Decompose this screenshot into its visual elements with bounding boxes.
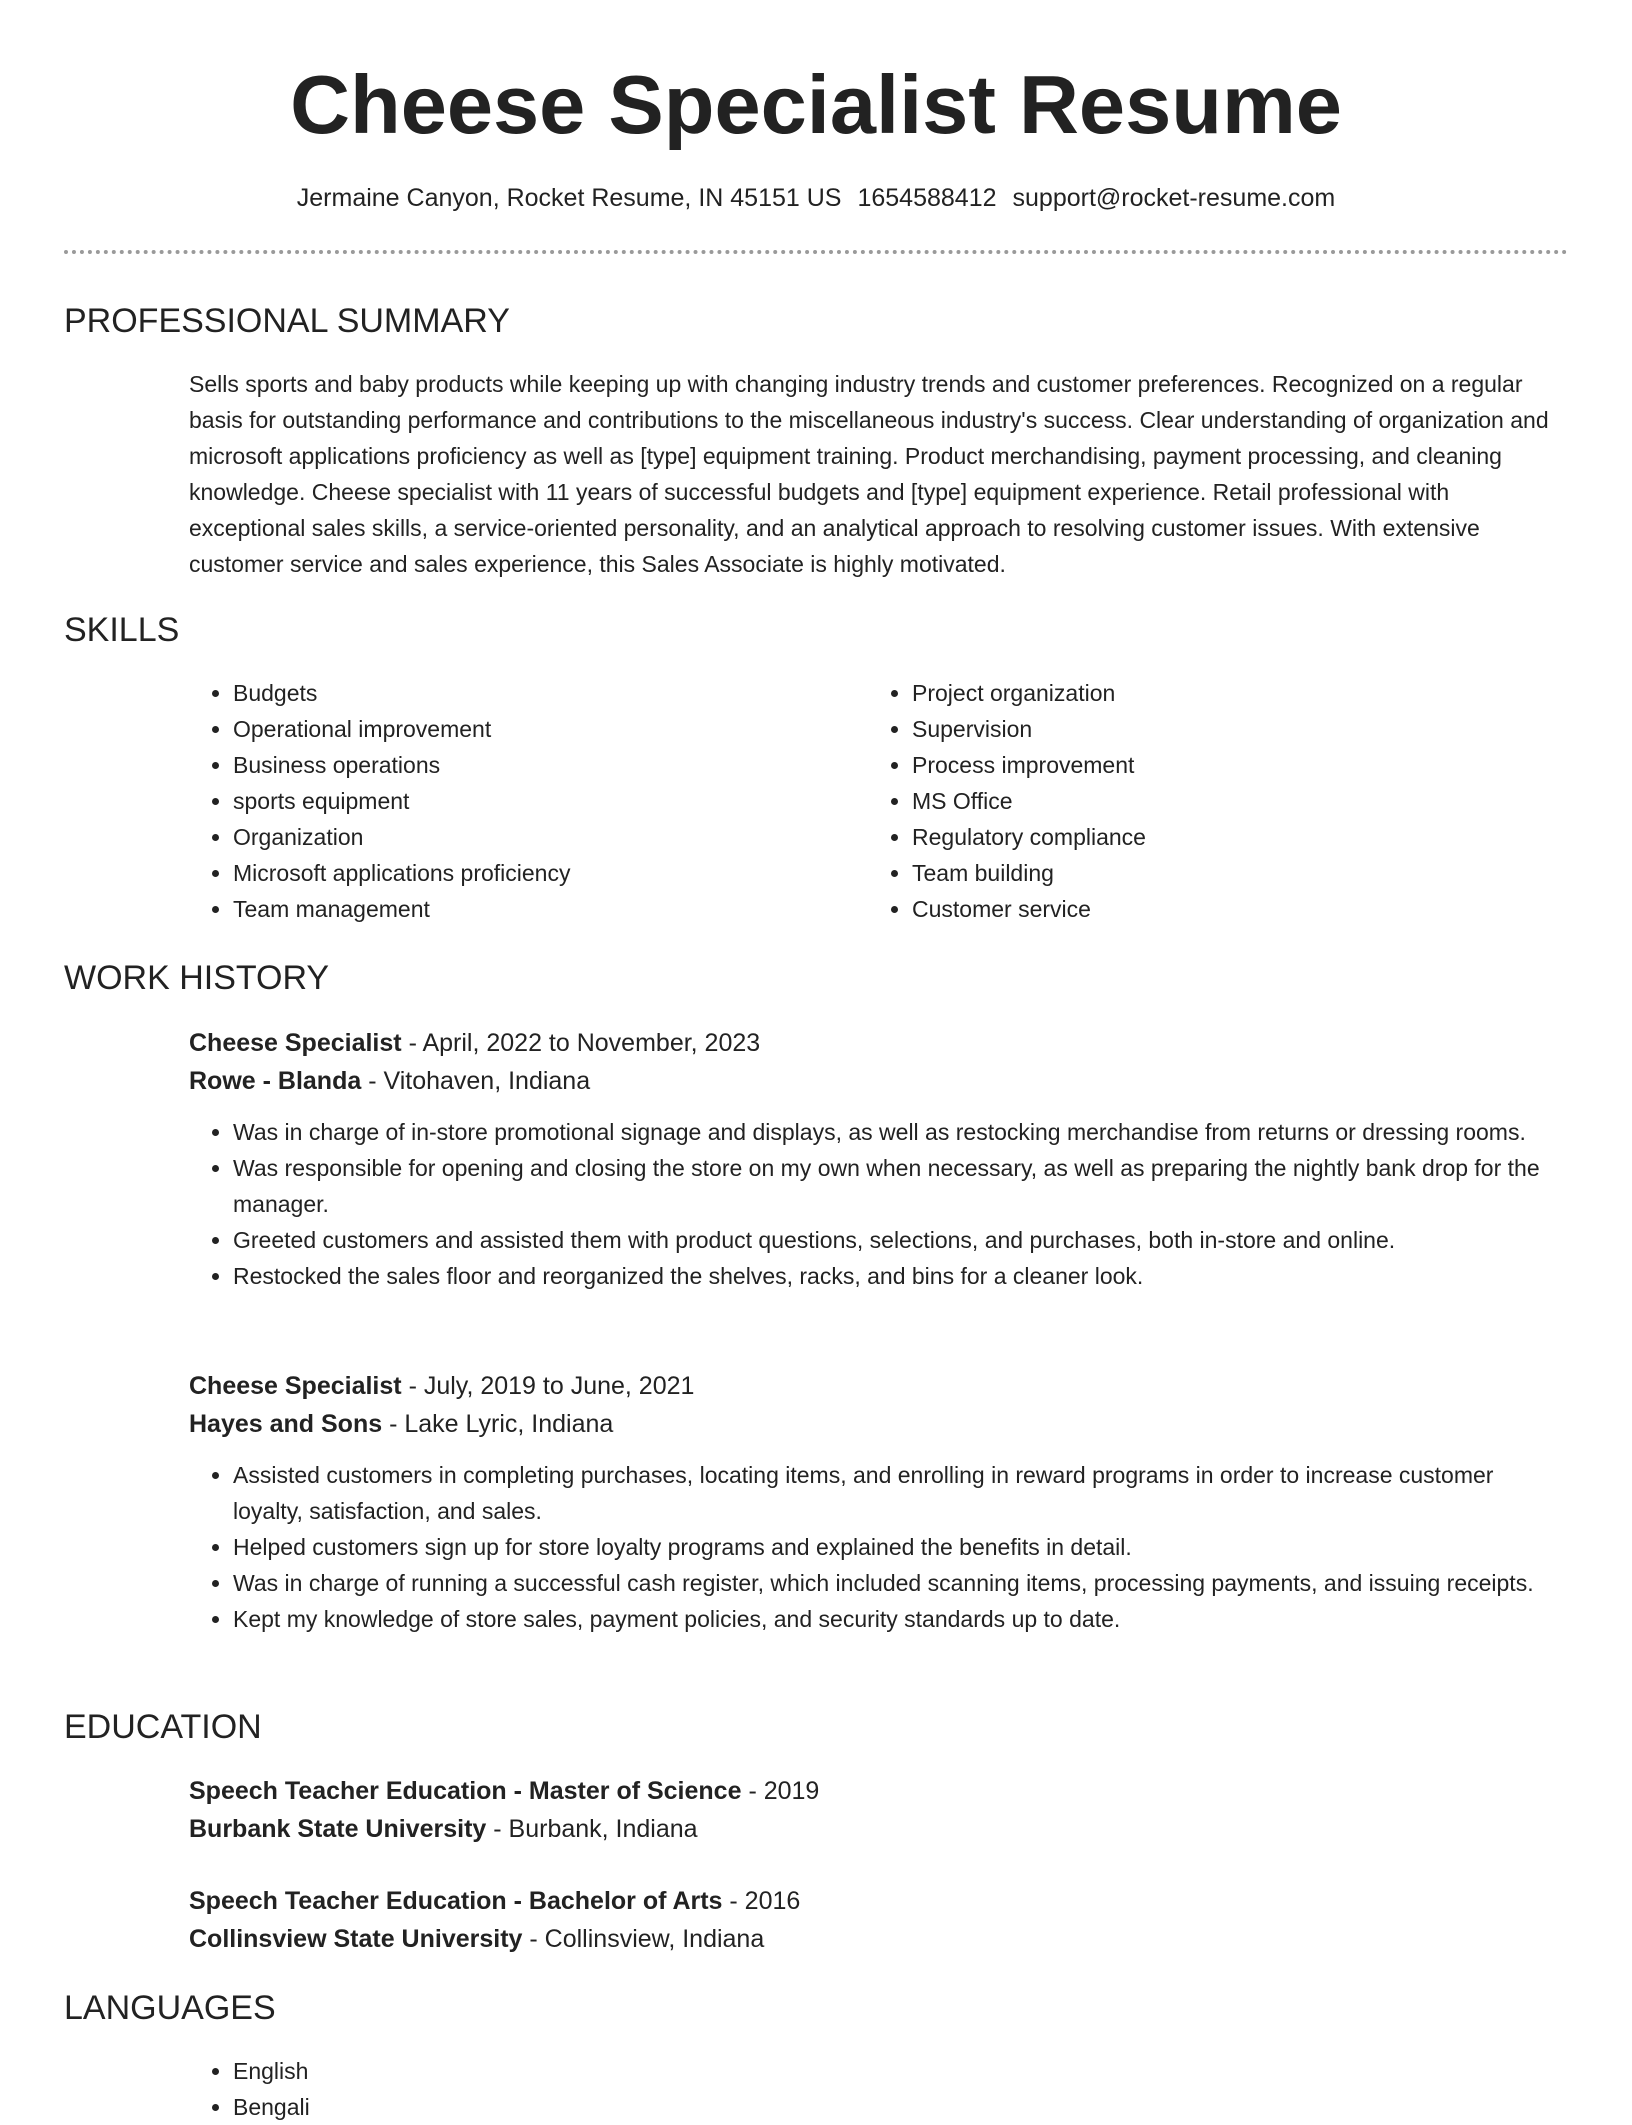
job-company: Hayes and Sons [189, 1410, 383, 1438]
contact-email[interactable]: support@rocket-resume.com [1012, 184, 1336, 212]
job-entry [189, 1024, 1569, 1294]
job-bullet: • Was in charge of running a successful cash register, which included scanning items, processing payments, and issuing receipts. [233, 1565, 1569, 1601]
skill-item: • MS Office [912, 783, 1528, 819]
education-school: Collinsview State University [189, 1925, 523, 1953]
education-degree: Speech Teacher Education - Master of Science [189, 1777, 742, 1805]
job-bullet: • Kept my knowledge of store sales, payment policies, and security standards up to date. [233, 1601, 1569, 1637]
work-history-heading: WORK HISTORY [64, 959, 330, 997]
education-year: - 2019 [741, 1777, 820, 1805]
education-school-line [189, 1920, 1569, 1958]
job-dates: - July, 2019 to June, 2021 [401, 1372, 695, 1400]
languages-heading: LANGUAGES [64, 1989, 276, 2027]
education-school: Burbank State University [189, 1815, 487, 1843]
education-heading: EDUCATION [64, 1708, 262, 1746]
resume-title: Cheese Specialist Resume [290, 58, 1342, 151]
job-bullet: • Was in charge of in-store promotional signage and displays, as well as restocking merchandise from returns or dressing rooms. [233, 1114, 1569, 1150]
job-entry [189, 1367, 1569, 1637]
contact-line [0, 180, 1632, 216]
job-bullet: • Was responsible for opening and closing the store on my own when necessary, as well as preparing the nightly bank drop for the manager. [233, 1150, 1569, 1222]
job-company-line [189, 1062, 1569, 1100]
skill-item: • sports equipment [233, 783, 849, 819]
job-dates: - April, 2022 to November, 2023 [401, 1029, 761, 1057]
skill-item: • Microsoft applications proficiency [233, 855, 849, 891]
skill-item: • Business operations [233, 747, 849, 783]
skill-item: • Operational improvement [233, 711, 849, 747]
skill-item: • Customer service [912, 891, 1528, 927]
job-bullets [189, 1457, 1569, 1637]
job-title-line [189, 1367, 1569, 1405]
language-item: • English [233, 2053, 1569, 2089]
skills-right-column [868, 675, 1528, 927]
education-degree-line [189, 1882, 1569, 1920]
job-bullet: • Assisted customers in completing purchases, locating items, and enrolling in reward programs in order to increase customer loyalty, satisfaction, and sales. [233, 1457, 1569, 1529]
skill-item: • Process improvement [912, 747, 1528, 783]
skill-item: • Organization [233, 819, 849, 855]
education-school-line [189, 1810, 1569, 1848]
skill-item: • Team management [233, 891, 849, 927]
education-year: - 2016 [722, 1887, 801, 1915]
job-title: Cheese Specialist [189, 1372, 402, 1400]
education-entry [189, 1882, 1569, 1958]
job-bullet: • Greeted customers and assisted them with product questions, selections, and purchases, both in-store and online. [233, 1222, 1569, 1258]
skill-item: • Team building [912, 855, 1528, 891]
education-location: - Collinsview, Indiana [522, 1925, 765, 1953]
job-bullets [189, 1114, 1569, 1294]
education-location: - Burbank, Indiana [486, 1815, 698, 1843]
header-divider [64, 250, 1568, 254]
skill-item: • Project organization [912, 675, 1528, 711]
skill-item: • Budgets [233, 675, 849, 711]
skills-left-column [189, 675, 849, 927]
job-title: Cheese Specialist [189, 1029, 402, 1057]
job-title-line [189, 1024, 1569, 1062]
summary-text: Sells sports and baby products while keeping up with changing industry trends and customer preferences. Recognized on a regular basis for outstanding performance and contributions to the miscellaneous industry's success. Clear understanding of organization and microsoft applications proficiency as well as [type] equipment training. Product merchandising, payment processing, and cleaning knowledge. Cheese specialist with 11 years of successful budgets and [type] equipment experience. Retail professional with exceptional sales skills, a service-oriented personality, and an analytical approach to resolving customer issues. With extensive customer service and sales experience, this Sales Associate is highly motivated. [189, 371, 1549, 577]
contact-phone: 1654588412 [857, 184, 997, 212]
job-location: - Vitohaven, Indiana [361, 1067, 591, 1095]
education-degree-line [189, 1772, 1569, 1810]
languages-list [189, 2053, 1569, 2125]
job-bullet: • Restocked the sales floor and reorganized the shelves, racks, and bins for a cleaner look. [233, 1258, 1569, 1294]
education-degree: Speech Teacher Education - Bachelor of Arts [189, 1887, 723, 1915]
education-entry [189, 1772, 1569, 1848]
summary-heading: PROFESSIONAL SUMMARY [64, 302, 510, 340]
job-bullet: • Helped customers sign up for store loyalty programs and explained the benefits in detail. [233, 1529, 1569, 1565]
job-company-line [189, 1405, 1569, 1443]
skill-item: • Supervision [912, 711, 1528, 747]
skill-item: • Regulatory compliance [912, 819, 1528, 855]
skills-heading: SKILLS [64, 611, 180, 649]
contact-address: Jermaine Canyon, Rocket Resume, IN 45151 US [296, 184, 842, 212]
job-location: - Lake Lyric, Indiana [382, 1410, 614, 1438]
job-company: Rowe - Blanda [189, 1067, 362, 1095]
language-item: • Bengali [233, 2089, 1569, 2125]
